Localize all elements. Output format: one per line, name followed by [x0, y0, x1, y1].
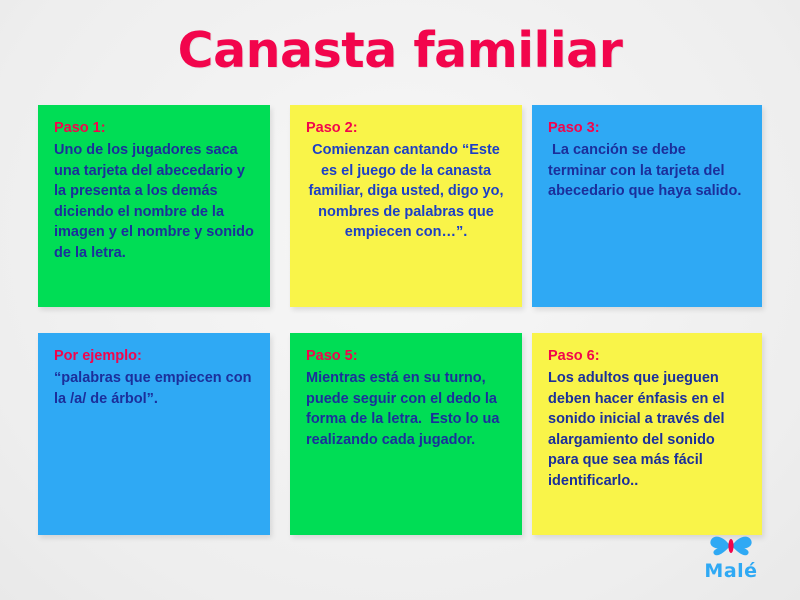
brand-logo: [688, 532, 774, 586]
step-card-1: [38, 105, 270, 307]
logo-butterfly-icon: [688, 532, 774, 560]
step-card-6-body: Los adultos que jueguen deben hacer énfasis en el sonido inicial a través del alargamiento del sonido para que sea más fácil identificarlo..: [548, 370, 729, 490]
step-card-2-heading: Paso 2:: [306, 120, 358, 136]
step-card-1-heading: Paso 1:: [54, 120, 106, 136]
example-card-body: “palabras que empiecen con la /a/ de árbol”.: [54, 370, 256, 407]
step-card-6-heading: Paso 6:: [548, 348, 600, 364]
page-title: Canasta familiar: [177, 22, 623, 79]
step-card-5-heading: Paso 5:: [306, 348, 358, 364]
step-card-3-body: La canción se debe terminar con la tarjeta del abecedario que haya salido.: [548, 142, 742, 200]
step-card-6: [532, 333, 762, 535]
step-card-5: [290, 333, 522, 535]
step-card-3-heading: Paso 3:: [548, 120, 600, 136]
step-card-1-body: Uno de los jugadores saca una tarjeta del abecedario y la presenta a los demás diciendo el nombre de la imagen y el nombre y sonido de la letra.: [54, 142, 258, 262]
example-card-heading: Por ejemplo:: [54, 348, 142, 364]
step-card-2-body: Comienzan cantando “Este es el juego de la canasta familiar, diga usted, digo yo, nombres de palabras que empiecen con…”.: [308, 142, 508, 241]
step-card-5-body: Mientras está en su turno, puede seguir con el dedo la forma de la letra. Esto lo ua realizando cada jugador.: [306, 370, 504, 448]
step-card-3: [532, 105, 762, 307]
logo-text: Malé: [704, 560, 758, 582]
step-card-2: [290, 105, 522, 307]
example-card: [38, 333, 270, 535]
